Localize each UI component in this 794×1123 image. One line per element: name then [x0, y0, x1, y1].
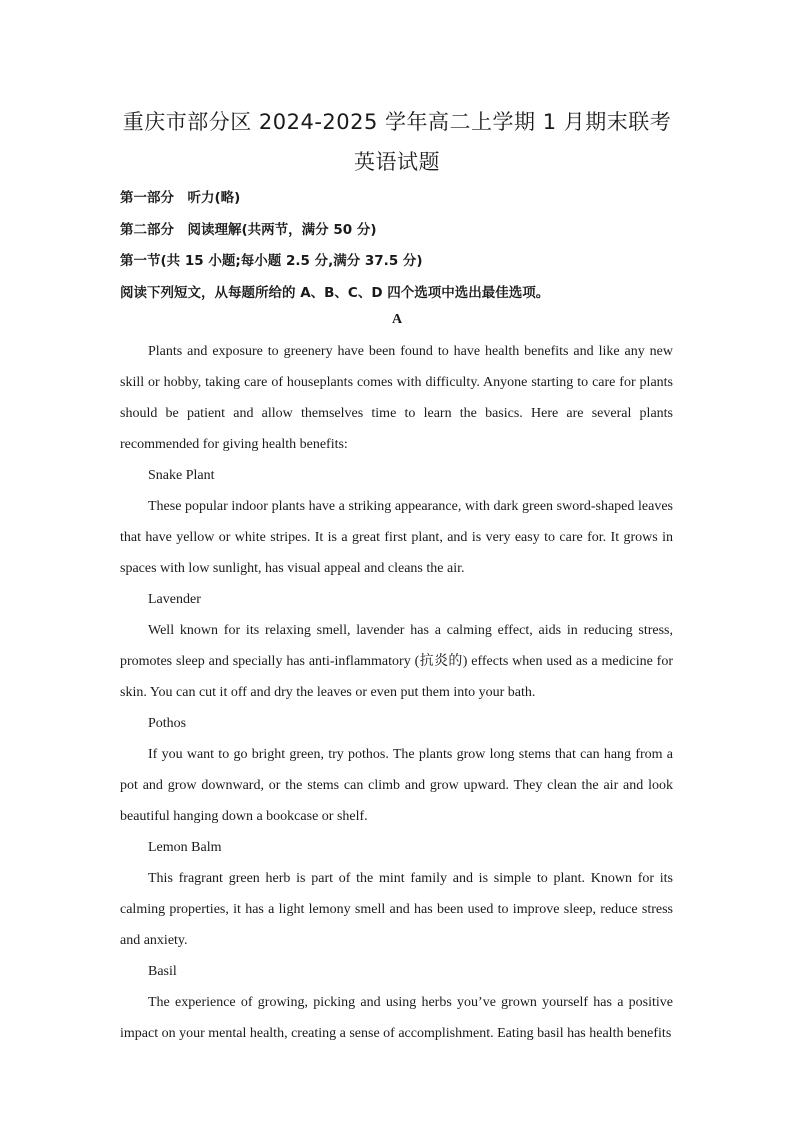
plant-heading: Snake Plant — [148, 468, 215, 483]
exam-title: 重庆市部分区 2024-2025 学年高二上学期 1 月期末联考 — [122, 110, 672, 134]
section-part-two: 第二部分 阅读理解(共两节，满分 50 分) — [120, 222, 377, 238]
exam-subtitle: 英语试题 — [354, 150, 440, 174]
section-part-one: 第一部分 听力(略) — [120, 190, 241, 206]
plant-description: Well known for its relaxing smell, lavender has a calming effect, aids in reducing stress, promotes sleep and specially has anti-inflammatory (抗炎的) effects when used as a medicine for skin. You can cut it off and dry the leaves or even put them into your bath. — [120, 623, 673, 700]
passage-intro: Plants and exposure to greenery have been found to have health benefits and like any new skill or hobby, taking care of houseplants comes with difficulty. Anyone starting to care for plants should be patient and allow themselves time to learn the basics. Here are several plants recommended for giving health benefits: — [120, 344, 673, 452]
plant-description: The experience of growing, picking and using herbs you’ve grown yourself has a positive impact on your mental health, creating a sense of accomplishment. Eating basil has health benefits — [120, 995, 673, 1041]
passage-body — [120, 336, 673, 1049]
plant-heading: Pothos — [148, 716, 187, 731]
plant-description: This fragrant green herb is part of the mint family and is simple to plant. Known for its calming properties, it has a light lemony smell and has been used to improve sleep, reduce stress and anxiety. — [120, 871, 673, 948]
plant-heading: Basil — [148, 964, 177, 979]
plant-heading: Lemon Balm — [148, 840, 222, 855]
plant-heading: Lavender — [148, 592, 201, 607]
plant-description: If you want to go bright green, try pothos. The plants grow long stems that can hang from a pot and grow downward, or the stems can climb and grow upward. They clean the air and look beautiful hanging down a bookcase or shelf. — [120, 747, 673, 824]
passage-label: A — [391, 312, 403, 327]
section-instructions: 阅读下列短文，从每题所给的 A、B、C、D 四个选项中选出最佳选项。 — [120, 285, 550, 301]
plant-description: These popular indoor plants have a striking appearance, with dark green sword-shaped leaves that have yellow or white stripes. It is a great first plant, and is very easy to care for. It grows in spaces with low sunlight, has visual appeal and cleans the air. — [120, 499, 673, 576]
section-subsection-one: 第一节(共 15 小题;每小题 2.5 分,满分 37.5 分) — [120, 253, 423, 269]
